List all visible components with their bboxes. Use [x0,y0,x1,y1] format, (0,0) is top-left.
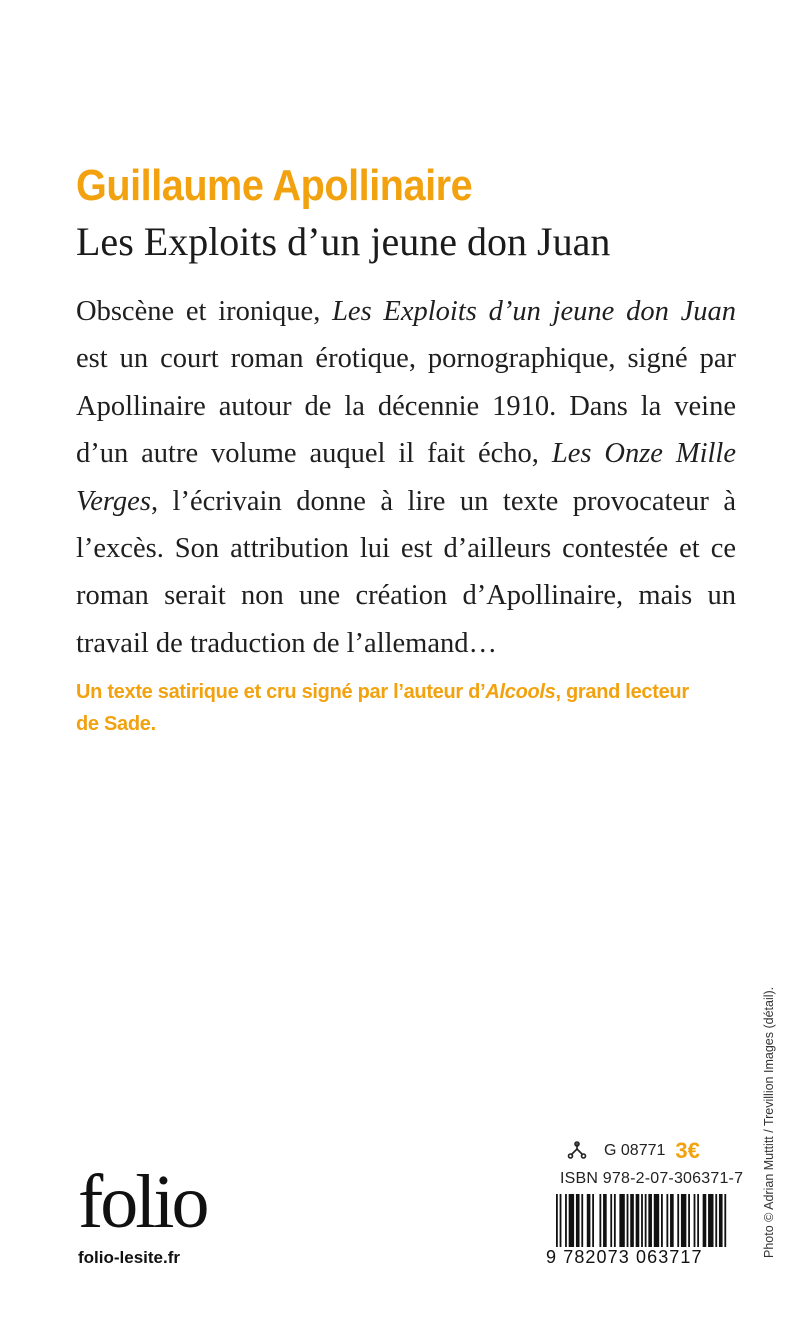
blurb-text: d’un autre volume auquel il fait écho, [76,438,552,470]
book-title: Les Exploits d’un jeune don Juan [76,219,611,264]
blurb-text: , l’écrivain donne à lire un texte provocateur à [150,485,736,517]
tagline [76,676,736,740]
blurb-line [76,525,736,572]
blurb-text: roman serait non une création d’Apollinaire, mais un [76,580,736,612]
isbn: ISBN 978-2-07-306371-7 [560,1170,744,1187]
blurb-line [76,478,736,525]
price-category-icon [566,1140,588,1162]
blurb-italic-title: Les Exploits d’un jeune don Juan [332,296,736,327]
tagline-line: de Sade. [76,713,156,735]
publisher-logo: folio [78,1160,207,1244]
price-row [566,1138,700,1164]
price: 3€ [675,1138,700,1163]
blurb-text: Obscène et ironique, [76,296,333,327]
blurb [76,288,736,667]
tagline-line [76,676,736,708]
blurb-line [76,572,736,619]
barcode-number: 9 782073 063717 [540,1247,732,1268]
blurb-text: travail de traduction de l’allemand… [76,627,498,659]
tagline-text: , grand lecteur [555,681,689,703]
tagline-italic-title: Alcools [485,681,556,703]
tagline-text: Un texte satirique et cru signé par l’auteur d’ [76,681,486,703]
blurb-text: Apollinaire autour de la décennie 1910. Dans la veine [76,390,736,422]
blurb-line [76,620,736,667]
blurb-text: est un court roman érotique, pornographique, signé par [76,343,736,375]
blurb-italic-title: Verges [76,485,151,517]
photo-credit: Photo © Adrian Muttitt / Trevillion Images (détail). [762,986,776,1258]
blurb-line [76,335,736,382]
blurb-italic-title: Les Onze Mille [551,438,736,470]
blurb-line [76,430,736,477]
catalog-code: G 08771 [604,1142,666,1159]
author-name: Guillaume Apollinaire [76,161,473,210]
blurb-line [76,383,736,430]
blurb-text: l’excès. Son attribution lui est d’ailleurs contestée et ce [76,533,736,565]
publisher-website[interactable]: folio-lesite.fr [78,1248,181,1267]
blurb-line [76,288,736,335]
